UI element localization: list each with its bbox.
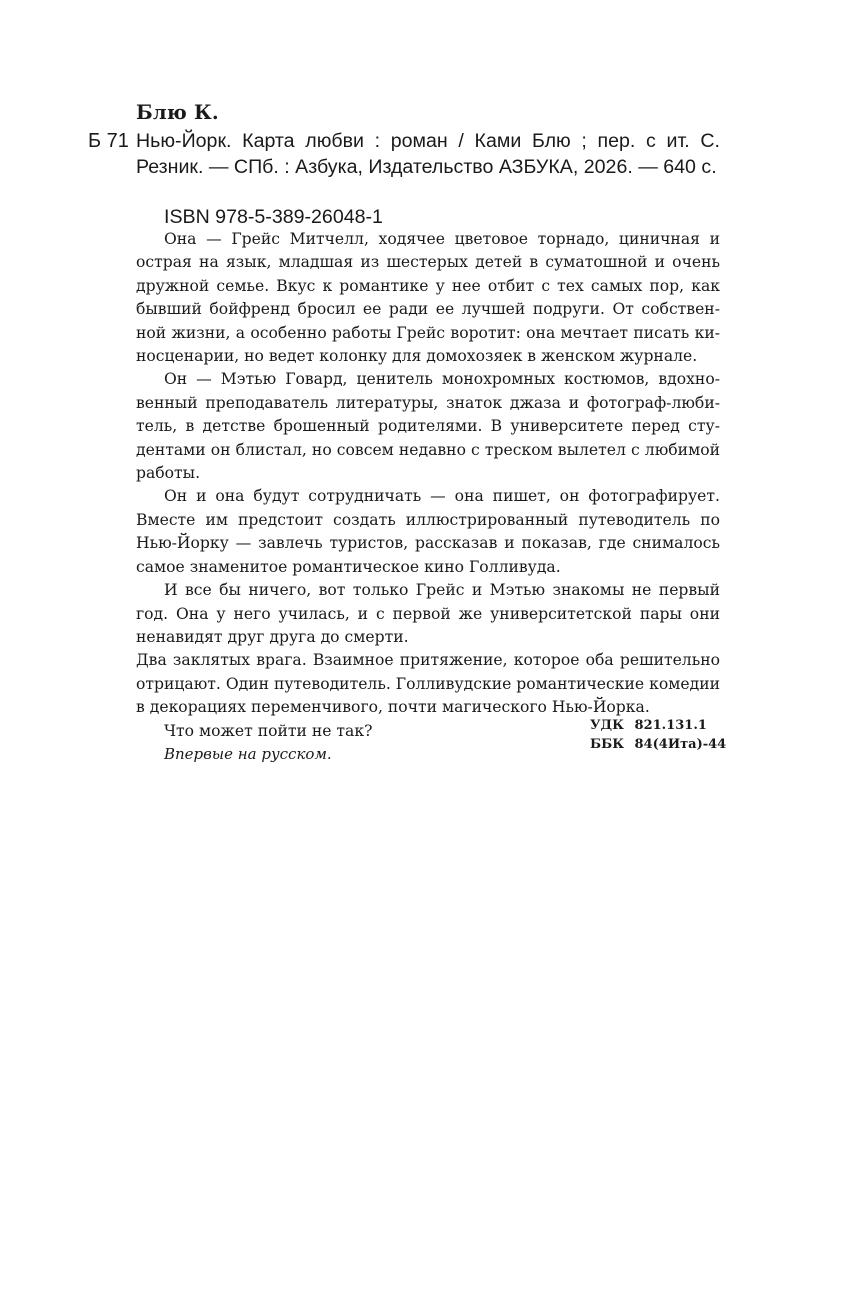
annotation [136,228,720,766]
bibliographic-entry: Нью-Йорк. Карта любви : роман / Ками Блю ; пер. с ит. С. Резник. — СПб. : Азбука, Издательство АЗБУКА, 2026. — 640 с. [136,130,720,178]
annotation-paragraph: Он — Мэтью Говард, ценитель монохромных костюмов, вдохновенный преподаватель литературы, знаток джаза и фотограф-любитель, в детстве брошенный родителями. В университете перед студентами он блистал, но совсем недавно с треском вылетел с любимой работы. [136,370,720,483]
bbk-label: ББК [590,737,625,752]
udk-value: 821.131.1 [634,718,707,733]
bbk-value: 84(4Ита)-44 [634,737,727,752]
annotation-paragraph: Она — Грейс Митчелл, ходячее цветовое торнадо, циничная и острая на язык, младшая из шестерых детей в суматошной и очень дружной семье. Вкус к романтике у нее отбит с тех самых пор, как бывший бойфренд бросил ее ради ее лучшей подруги. От собственной жизни, а особенно работы Грейс воротит: она мечтает писать киносценарии, но ведет колонку для домохозяек в женском журнале. [136,230,720,366]
annotation-paragraph: И все бы ничего, вот только Грейс и Мэтью знакомы не первый год. Она у него училась, и с первой же университетской пары они ненавидят друг друга до смерти. [136,581,720,646]
annotation-paragraph: Что может пойти не так? [164,721,373,740]
first-in-russian-note: Впервые на русском. [164,744,332,763]
annotation-paragraph: Два заклятых врага. Взаимное притяжение, которое оба решительно отрицают. Один путеводитель. Голливудские романтические комедии в декорациях переменчивого, почти магического Нью-Йорка. [136,651,720,717]
library-code: Б 71 [88,130,129,152]
udk-label: УДК [590,718,624,733]
isbn: ISBN 978-5-389-26048-1 [164,206,383,228]
annotation-paragraph: Он и она будут сотрудничать — она пишет, он фотографирует. Вместе им предстоит создать иллюстрированный путеводитель по Нью-Йорку — завлечь туристов, рассказав и показав, где снималось самое знаменитое романтическое кино Голливуда. [136,487,720,576]
author-heading: Блю К. [136,101,219,124]
udk-row [590,716,726,735]
bbk-row [590,735,726,754]
classification-codes [590,716,726,754]
